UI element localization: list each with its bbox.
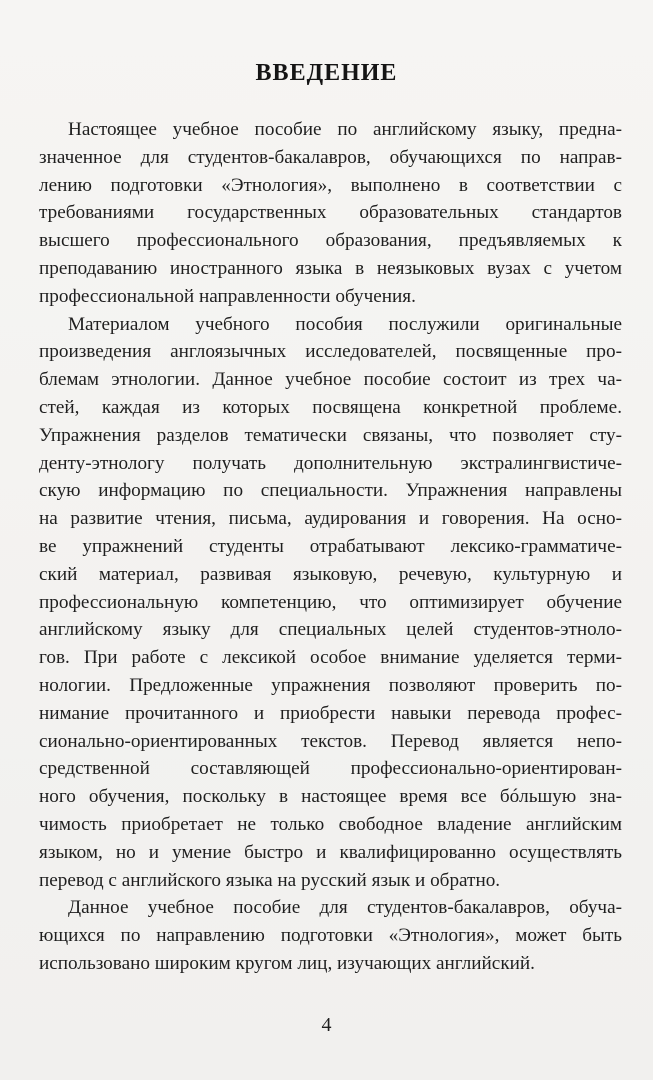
text-line: профессиональной направленности обучения.: [39, 285, 416, 307]
text-line: ного обучения, поскольку в настоящее время все бóльшую зна-: [39, 786, 622, 808]
text-line: высшего профессионального образования, предъявляемых к: [39, 230, 622, 252]
text-line: английскому языку для специальных целей студентов-этноло-: [39, 619, 622, 641]
text-line: стей, каждая из которых посвящена конкретной проблеме.: [39, 396, 622, 418]
text-line: использовано широким кругом лиц, изучающих английский.: [39, 952, 535, 974]
body-text: [39, 116, 622, 978]
text-line: скую информацию по специальности. Упражнения направлены: [39, 480, 622, 502]
text-line: блемам этнологии. Данное учебное пособие состоит из трех ча-: [39, 369, 622, 391]
text-line: профессиональную компетенцию, что оптимизирует обучение: [39, 591, 622, 613]
page-title: ВВЕДЕНИЕ: [255, 60, 398, 86]
text-line: преподаванию иностранного языка в неязыковых вузах с учетом: [39, 257, 622, 279]
text-line: Упражнения разделов тематически связаны, что позволяет сту-: [39, 424, 622, 446]
text-line: нологии. Предложенные упражнения позволяют проверить по-: [39, 674, 622, 696]
text-line: Данное учебное пособие для студентов-бакалавров, обуча-: [68, 897, 622, 919]
text-line: требованиями государственных образовательных стандартов: [39, 202, 622, 224]
text-line: языком, но и умение быстро и квалифицированно осуществлять: [39, 841, 622, 863]
page-number: 4: [321, 1014, 332, 1036]
text-line: Настоящее учебное пособие по английскому языку, предна-: [68, 119, 622, 140]
text-line: значенное для студентов-бакалавров, обучающихся по направ-: [39, 146, 622, 168]
text-line: средственной составляющей профессионально-ориентирован-: [39, 758, 622, 780]
text-line: ющихся по направлению подготовки «Этнология», может быть: [39, 925, 622, 947]
text-line: Материалом учебного пособия послужили оригинальные: [68, 313, 622, 335]
text-line: чимость приобретает не только свободное владение английским: [39, 813, 622, 835]
text-line: перевод с английского языка на русский язык и обратно.: [39, 869, 501, 891]
text-line: нимание прочитанного и приобрести навыки перевода профес-: [39, 702, 622, 724]
text-line: денту-этнологу получать дополнительную экстралингвистиче-: [39, 452, 622, 474]
text-line: на развитие чтения, письма, аудирования и говорения. На осно-: [39, 508, 622, 530]
text-line: лению подготовки «Этнология», выполнено в соответствии с: [39, 174, 622, 196]
text-line: произведения англоязычных исследователей, посвященные про-: [39, 341, 622, 363]
text-line: сионально-ориентированных текстов. Перевод является непо-: [39, 730, 622, 752]
text-line: ве упражнений студенты отрабатывают лексико-грамматиче-: [39, 535, 622, 557]
text-line: ский материал, развивая языковую, речевую, культурную и: [39, 563, 622, 585]
text-line: гов. При работе с лексикой особое внимание уделяется терми-: [39, 647, 622, 669]
